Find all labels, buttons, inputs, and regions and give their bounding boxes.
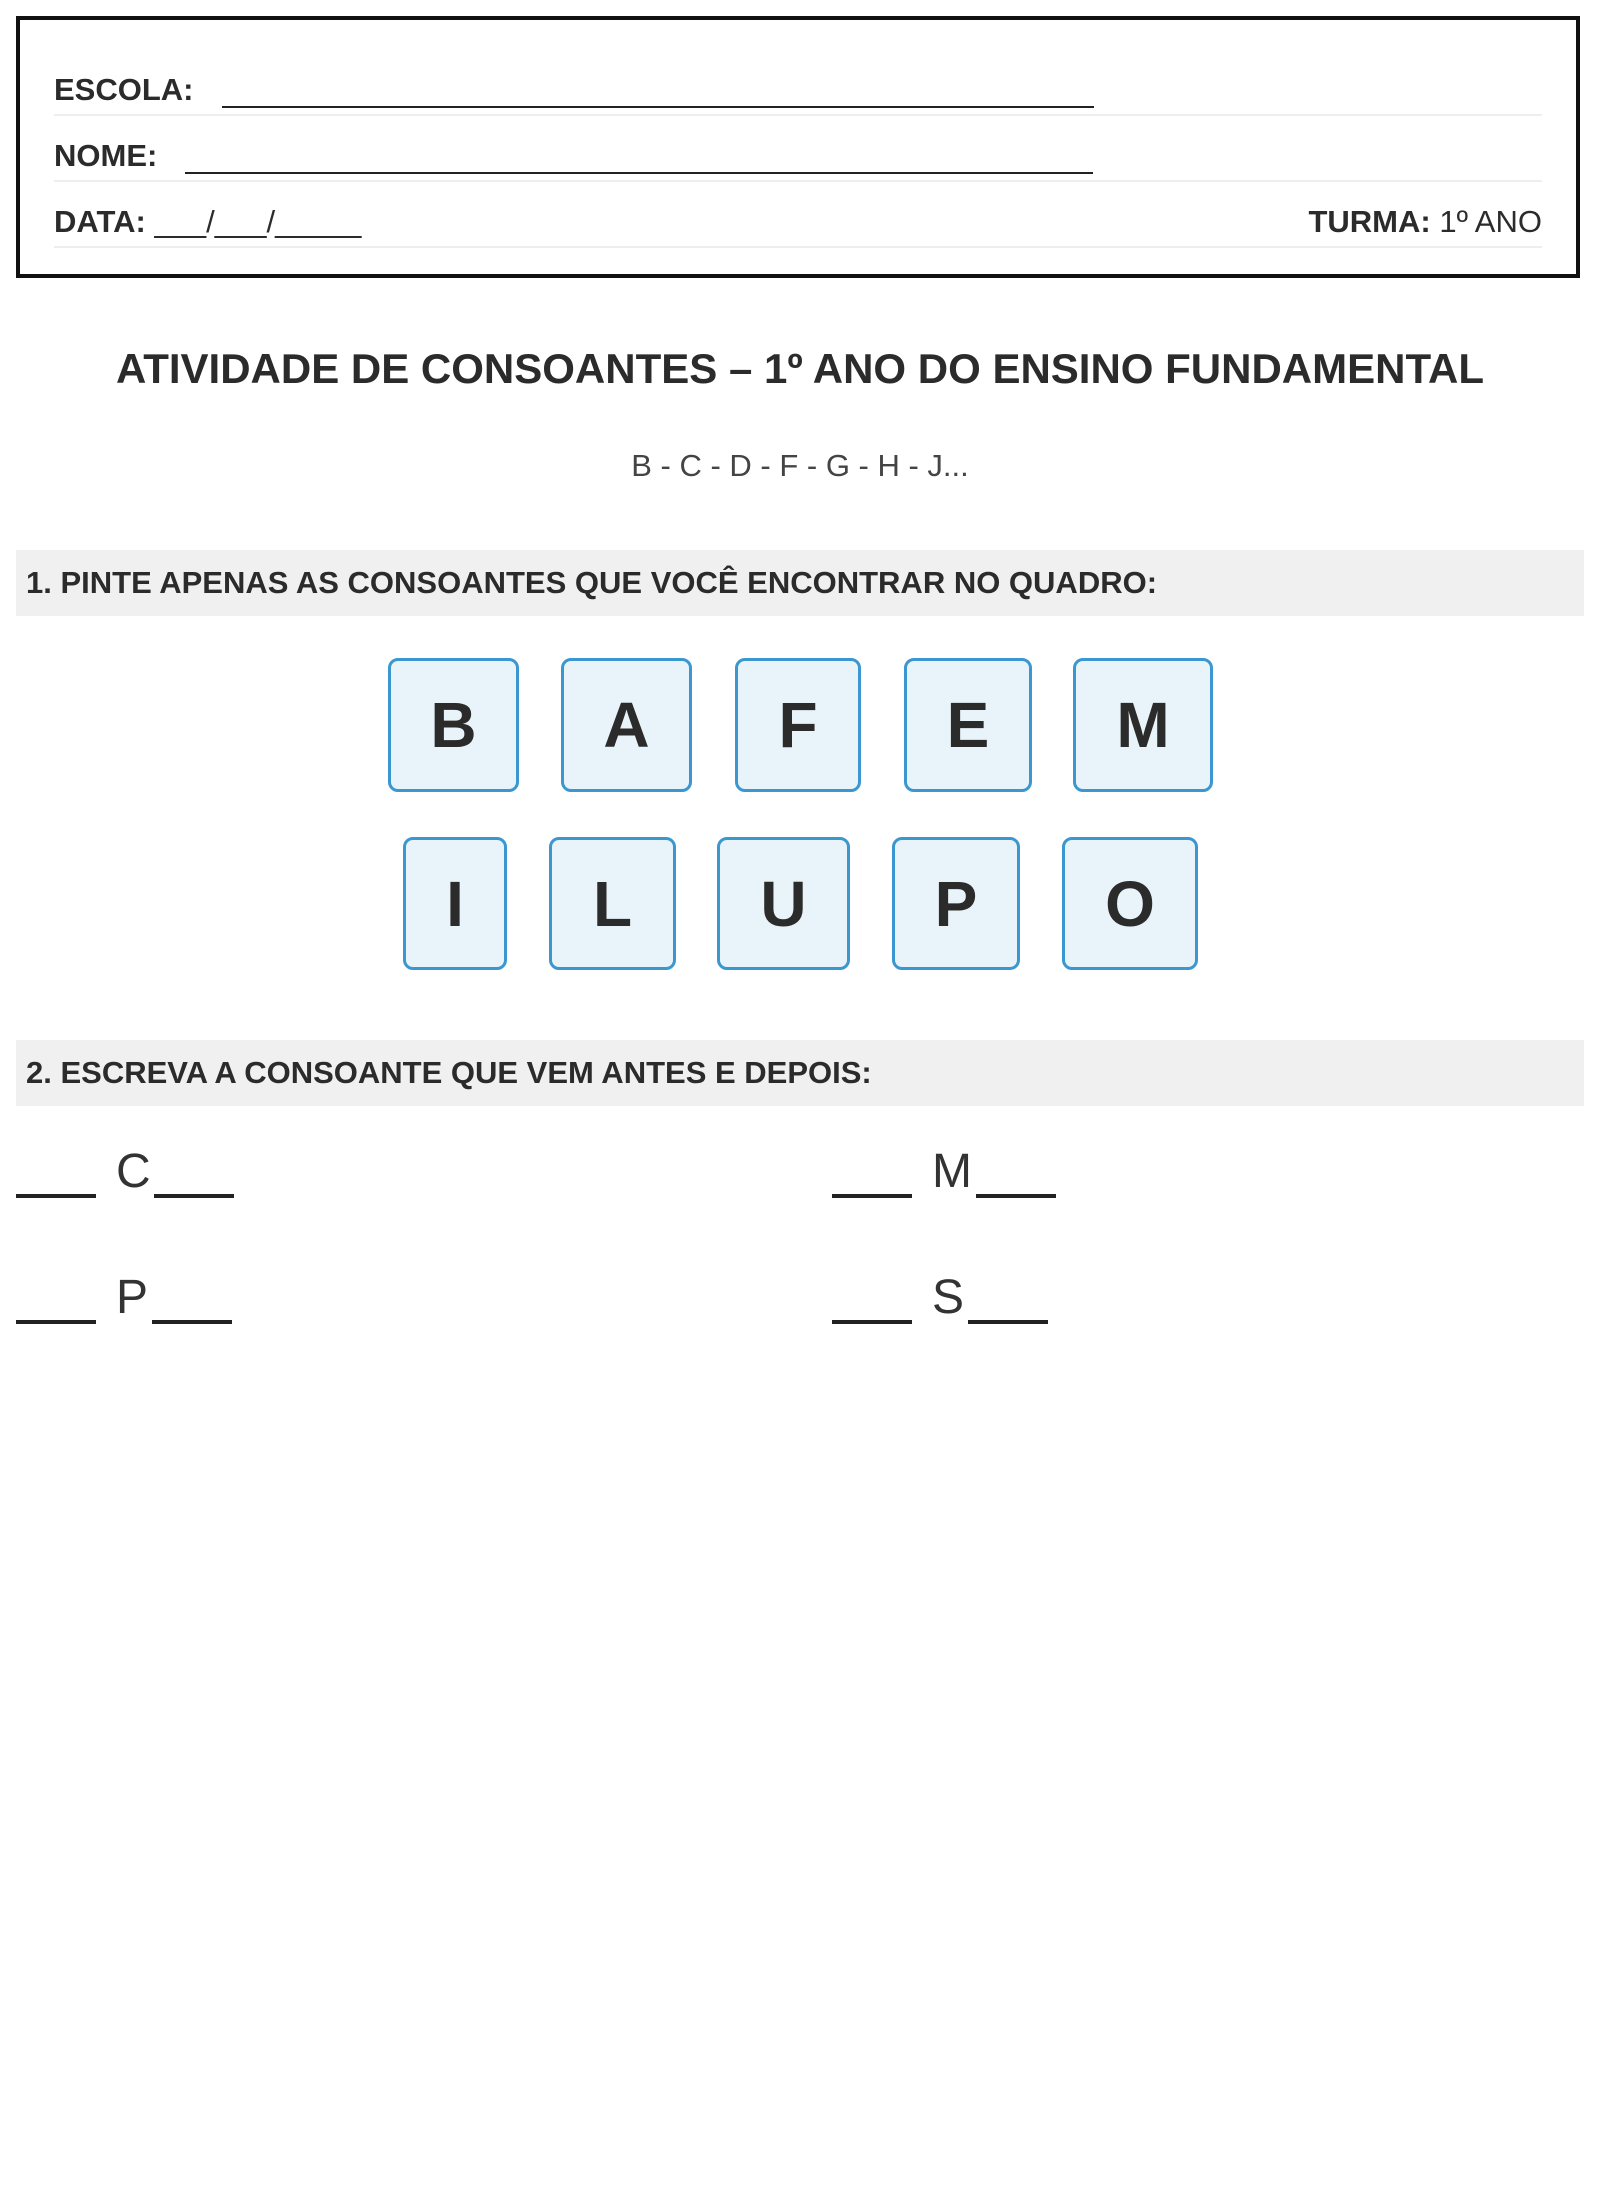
before-after-exercise <box>16 1142 266 1202</box>
escola-row <box>54 50 1542 116</box>
letter-tile[interactable]: U <box>717 837 850 970</box>
exercise-letter: C <box>116 1145 151 1198</box>
before-blank[interactable] <box>832 1320 912 1324</box>
after-blank[interactable] <box>976 1194 1056 1198</box>
letter-tile[interactable]: F <box>735 658 861 792</box>
escola-label: ESCOLA: <box>54 72 194 107</box>
after-blank[interactable] <box>968 1320 1048 1324</box>
nome-row <box>54 116 1542 182</box>
after-blank[interactable] <box>152 1320 232 1324</box>
turma-value: 1º ANO <box>1439 204 1542 239</box>
consonant-sequence: B - C - D - F - G - H - J... <box>631 448 969 483</box>
turma-label: TURMA: <box>1308 204 1431 239</box>
letter-tile[interactable]: L <box>549 837 676 970</box>
before-after-exercise <box>16 1268 266 1328</box>
section-1-heading: 1. PINTE APENAS AS CONSOANTES QUE VOCÊ ENCONTRAR NO QUADRO: <box>16 550 1584 616</box>
letter-tile[interactable]: P <box>892 837 1020 970</box>
after-blank[interactable] <box>154 1194 234 1198</box>
data-blank[interactable]: ___/___/_____ <box>154 204 362 239</box>
nome-label: NOME: <box>54 138 158 173</box>
letter-tile[interactable]: A <box>561 658 692 792</box>
letter-tile[interactable]: E <box>904 658 1032 792</box>
letter-tile[interactable]: M <box>1073 658 1213 792</box>
nome-blank-line[interactable] <box>185 172 1093 174</box>
page-title: ATIVIDADE DE CONSOANTES – 1º ANO DO ENSINO FUNDAMENTAL <box>116 345 1484 392</box>
exercise-letter: P <box>116 1271 149 1324</box>
student-info-box <box>16 16 1580 278</box>
before-blank[interactable] <box>16 1194 96 1198</box>
before-blank[interactable] <box>16 1320 96 1324</box>
letter-tile[interactable]: I <box>403 837 507 970</box>
before-after-exercise <box>832 1142 1082 1202</box>
section-2-heading: 2. ESCREVA A CONSOANTE QUE VEM ANTES E DEPOIS: <box>16 1040 1584 1106</box>
data-label: DATA: <box>54 204 146 239</box>
data-row <box>54 182 1542 248</box>
escola-blank-line[interactable] <box>222 106 1094 108</box>
exercise-letter: S <box>932 1271 965 1324</box>
before-blank[interactable] <box>832 1194 912 1198</box>
letter-tile[interactable]: B <box>388 658 519 792</box>
before-after-exercise <box>832 1268 1082 1328</box>
exercise-letter: M <box>932 1145 972 1198</box>
turma <box>1308 204 1542 240</box>
letter-tile[interactable]: O <box>1062 837 1198 970</box>
